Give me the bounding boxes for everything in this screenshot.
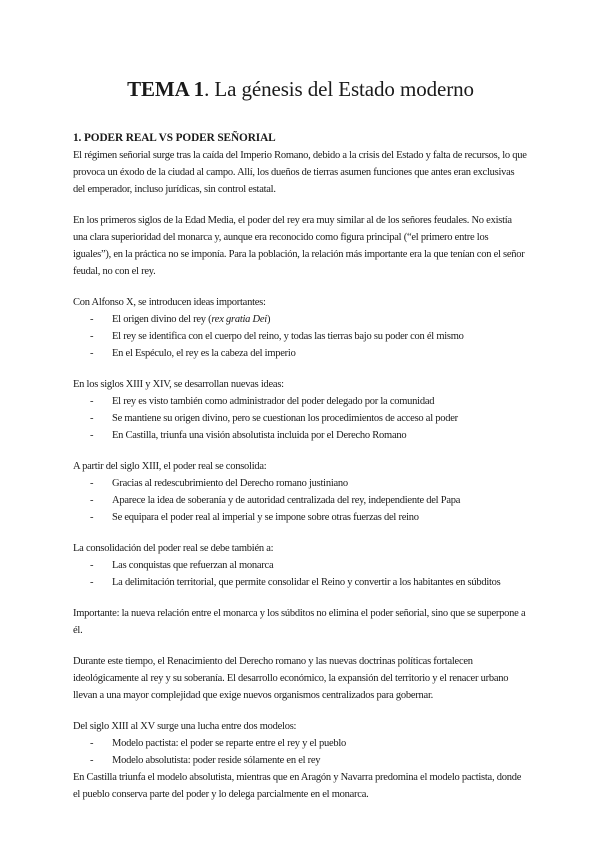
list-item: - En Castilla, triunfa una visión absolutista incluida por el Derecho Romano <box>72 427 528 444</box>
bullet-dash: - <box>90 495 94 506</box>
paragraph-regimen: El régimen señorial surge tras la caída del Imperio Romano, debido a la crisis del Estado y falta de recursos, lo que provoca un éxodo de la ciudad al campo. Allí, los dueños de tierras asumen funciones que antes eran exclusivas del emperador, incluso jurídicas, sin control estatal. <box>73 150 527 195</box>
bullet-dash: - <box>90 738 94 749</box>
bullet-dash: - <box>90 331 94 342</box>
list-item: - Gracias al redescubrimiento del Derecho romano justiniano <box>72 475 528 492</box>
bullet-dash: - <box>90 396 94 407</box>
title-bold: TEMA 1 <box>127 77 205 101</box>
list-item: - La delimitación territorial, que permite consolidar el Reino y convertir a los habitantes en súbditos <box>72 574 528 591</box>
consolida-list <box>72 475 528 526</box>
list-item: - Se mantiene su origen divino, pero se cuestionan los procedimientos de acceso al poder <box>72 410 528 427</box>
paragraph-importante: Importante: la nueva relación entre el monarca y los súbditos no elimina el poder señorial, sino que se superpone a él. <box>73 608 526 636</box>
paragraph-edad-media: En los primeros siglos de la Edad Media, el poder del rey era muy similar al de los señores feudales. No existía una clara superioridad del monarca y, aunque era reconocido como figura principal (“el primero entre los iguales”), en la práctica no se imponía. Para la población, la relación más importante era la que tenían con el señor feudal, no con el rey. <box>73 215 525 277</box>
alfonso-list <box>72 311 528 362</box>
modelos-list <box>72 735 528 769</box>
list-item: - Las conquistas que refuerzan al monarca <box>72 557 528 574</box>
siglos-list <box>72 393 528 444</box>
bullet-dash: - <box>90 478 94 489</box>
bullet-dash: - <box>90 512 94 523</box>
debe-intro: La consolidación del poder real se debe también a: <box>73 543 274 554</box>
paragraph-renacimiento: Durante este tiempo, el Renacimiento del Derecho romano y las nuevas doctrinas políticas fortalecen ideológicamente al rey y su soberanía. El desarrollo económico, la expansión del territorio y el renacer urbano llevan a una mayor complejidad que exige nuevos organismos centralizados para gobernar. <box>73 656 509 701</box>
bullet-dash: - <box>90 314 94 325</box>
paragraph-castilla: En Castilla triunfa el modelo absolutista, mientras que en Aragón y Navarra predomina el modelo pactista, donde el pueblo conserva parte del poder y lo delega parcialmente en el monarca. <box>73 772 522 800</box>
bullet-dash: - <box>90 560 94 571</box>
list-item: - Modelo pactista: el poder se reparte entre el rey y el pueblo <box>72 735 528 752</box>
list-item: - El origen divino del rey (rex gratia Dei) <box>72 311 528 328</box>
section-heading: 1. PODER REAL VS PODER SEÑORIAL <box>73 132 276 144</box>
title-rest: . La génesis del Estado moderno <box>204 77 474 101</box>
bullet-dash: - <box>90 430 94 441</box>
list-item: - El rey se identifica con el cuerpo del reino, y todas las tierras bajo su poder con él mismo <box>72 328 528 345</box>
modelos-intro: Del siglo XIII al XV surge una lucha entre dos modelos: <box>73 721 297 732</box>
bullet-dash: - <box>90 755 94 766</box>
bullet-dash: - <box>90 348 94 359</box>
list-item: - En el Espéculo, el rey es la cabeza del imperio <box>72 345 528 362</box>
list-item: - Se equipara el poder real al imperial y se impone sobre otras fuerzas del reino <box>72 509 528 526</box>
page-title <box>73 76 528 102</box>
list-item: - El rey es visto también como administrador del poder delegado por la comunidad <box>72 393 528 410</box>
consolida-intro: A partir del siglo XIII, el poder real se consolida: <box>73 461 267 472</box>
bullet-dash: - <box>90 413 94 424</box>
bullet-dash: - <box>90 577 94 588</box>
alfonso-intro: Con Alfonso X, se introducen ideas importantes: <box>73 297 266 308</box>
debe-list <box>72 557 528 591</box>
list-item: - Modelo absolutista: poder reside sólamente en el rey <box>72 752 528 769</box>
siglos-intro: En los siglos XIII y XIV, se desarrollan nuevas ideas: <box>73 379 284 390</box>
list-item: - Aparece la idea de soberanía y de autoridad centralizada del rey, independiente del Papa <box>72 492 528 509</box>
